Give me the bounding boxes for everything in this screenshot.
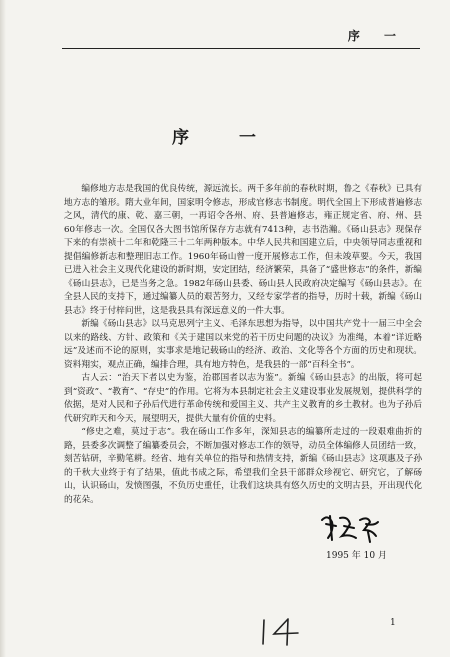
paragraph: 古人云：“治天下者以史为鉴，治郡国者以志为鉴”。新编《砀山县志》的出版，将可起到“资政”、“教育”、“存史”的作用。它将为本县制定社会主义建设事业发展规划，提供科学的依据，是对人民和子孙后代进行革命传统和爱国主义、共产主义教育的乡土教材。也为子孙后代研究昨天和今天，展望明天，提供大量有价值的史料。 — [64, 373, 422, 424]
handwritten-page-number — [258, 616, 302, 646]
running-head: 序 一 — [347, 29, 406, 43]
paragraph: “修史之难，莫过于志”。我在砀山工作多年，深知县志的编纂所走过的一段艰难曲折的路，县委多次调整了编纂委员会，不断加强对修志工作的领导，动员全体编修人员团结一致，刻苦钻研，辛勤笔耕。经省、地有关单位的指导和热情支持，新编《砀山县志》这项惠及子孙的千秋大业终于有了结果，值此书成之际，希望我们全县干部群众珍视它、研究它，了解砀山，认识砀山，发愤图强，不负历史重任，让我们这块具有悠久历史的文明古县，开出现代化的花朵。 — [64, 427, 422, 505]
paragraph: 编修地方志是我国的优良传统，源远流长。两千多年前的春秋时期，鲁之《春秋》已具有地方志的雏形。隋大业年间，国家明令修志，形成官修志书制度。明代全国上下形成普遍修志之风，清代的康、乾、嘉三朝，一再诏令各州、府、县普遍修志，雍正规定省、府、州、县60年修志一次。全国仅各大图书馆所保存方志就有7413种，志书浩瀚。《砀山县志》现保存下来的有崇祯十二年和乾隆三十二年两种版本。中华人民共和国建立后，中央领导同志重视和提倡编修新志和整理旧志工作。1960年砀山曾一度开展修志工作，但未竣草要。今天，我国已进入社会主义现代化建设的新时期，安定团结，经济繁荣，具备了“盛世修志”的条件，新编《砀山县志》，已是当务之急。1982年砀山县委、砀山县人民政府决定编写《砀山县志》。在全县人民的支持下，通过编纂人员的艰苦努力，又经专家学者的指导，历时十载，新编《砀山县志》终于付梓问世，这是我县具有深远意义的一件大事。 — [64, 184, 422, 316]
paragraph: 新编《砀山县志》以马克思列宁主义、毛泽东思想为指导，以中国共产党十一届三中全会以来的路线、方针、政策和《关于建国以来党的若干历史问题的决议》为准绳，本着“详近略远”及述而不论的原则，实事求是地记载砀山的经济、政治、文化等各个方面的历史和现状。资料翔实，观点正确，编排合理，具有地方特色，是我县的一部“百科全书”。 — [64, 319, 422, 370]
body-text — [64, 183, 422, 507]
header-rule — [62, 48, 420, 49]
handwritten-signature — [318, 510, 386, 546]
page-title: 序 一 — [172, 128, 278, 148]
date: 1995 年 10 月 — [326, 551, 387, 561]
page-edge-shadow — [0, 0, 6, 657]
page-number: 1 — [390, 618, 396, 628]
